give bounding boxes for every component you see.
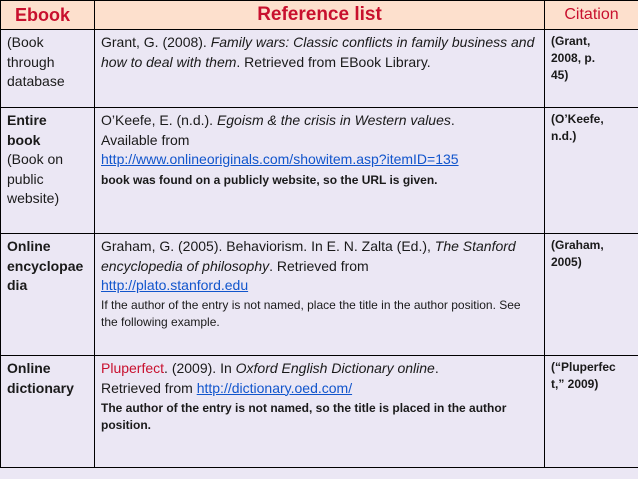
type-line: dictionary bbox=[7, 379, 74, 396]
citation-cell bbox=[545, 356, 638, 468]
citation-line: 45) bbox=[551, 68, 569, 82]
citation-line: (Grant, bbox=[551, 34, 591, 48]
reference-cell bbox=[95, 108, 545, 234]
table-row-dictionary bbox=[1, 356, 638, 468]
type-line: website) bbox=[7, 190, 60, 206]
reference-title: Oxford English Dictionary online bbox=[235, 360, 435, 376]
type-cell bbox=[1, 356, 95, 468]
reference-available: Available from bbox=[101, 131, 190, 148]
reference-tail: . Retrieved from EBook Library. bbox=[236, 53, 431, 70]
citation-cell bbox=[545, 108, 638, 234]
header-ebook: Ebook bbox=[1, 1, 95, 30]
reference-title: Family wars: Classic conflicts in family business and how to deal with them bbox=[101, 34, 535, 70]
header-reference-list: Reference list bbox=[95, 1, 545, 30]
reference-note: The author of the entry is not named, so the title is placed in the author position. bbox=[101, 401, 507, 432]
table-row-entire-book bbox=[1, 108, 638, 234]
type-line: (Book on bbox=[7, 151, 64, 167]
table-bottom-strip bbox=[0, 468, 638, 479]
table-row-encyclopaedia bbox=[1, 234, 638, 356]
type-line: Online bbox=[7, 238, 51, 254]
citation-line: (O’Keefe, bbox=[551, 112, 604, 126]
reference-author-date: Grant, G. (2008). bbox=[101, 34, 211, 50]
citation-line: (“Pluperfec bbox=[551, 360, 616, 374]
reference-title: Egoism & the crisis in Western values bbox=[216, 112, 451, 128]
reference-author-date: . (2009). In bbox=[164, 360, 236, 376]
table-header-row bbox=[1, 1, 638, 30]
type-line: through bbox=[7, 53, 55, 70]
citation-line: 2008, p. bbox=[551, 51, 596, 65]
type-cell bbox=[1, 234, 95, 356]
citation-line: 2005) bbox=[551, 255, 582, 269]
citation-cell bbox=[545, 30, 638, 108]
reference-cell bbox=[95, 30, 545, 108]
type-line: public bbox=[7, 170, 44, 187]
header-citation: Citation bbox=[545, 1, 638, 30]
reference-url-link[interactable]: http://www.onlineoriginals.com/showitem.asp?itemID=135 bbox=[101, 151, 459, 167]
reference-url-link[interactable]: http://plato.stanford.edu bbox=[101, 277, 249, 293]
citation-line: t,” 2009) bbox=[551, 377, 599, 391]
reference-author-date: O’Keefe, E. (n.d.). bbox=[101, 112, 217, 128]
reference-cell bbox=[95, 356, 545, 468]
reference-tail: . Retrieved from bbox=[269, 257, 369, 274]
citation-line: (Graham, bbox=[551, 238, 604, 252]
citation-cell bbox=[545, 234, 638, 356]
table-row-database bbox=[1, 30, 638, 108]
type-line: database bbox=[7, 73, 65, 89]
reference-entry-title: Pluperfect bbox=[101, 360, 165, 376]
citation-line: n.d.) bbox=[551, 129, 577, 143]
type-line: book bbox=[7, 131, 41, 148]
reference-cell bbox=[95, 234, 545, 356]
type-cell bbox=[1, 30, 95, 108]
reference-title: The Stanford encyclopedia of philosophy bbox=[101, 238, 516, 274]
reference-url-link[interactable]: http://dictionary.oed.com/ bbox=[196, 379, 353, 396]
type-line: (Book bbox=[7, 34, 44, 50]
type-line: Online bbox=[7, 360, 51, 376]
reference-tail: . bbox=[434, 360, 439, 376]
reference-author-date: Graham, G. (2005). Behaviorism. In E. N. Zalta (Ed.), bbox=[101, 238, 435, 254]
reference-retrieved: Retrieved from bbox=[101, 379, 197, 396]
type-line: Entire bbox=[7, 112, 47, 128]
reference-note: book was found on a publicly website, so the URL is given. bbox=[101, 172, 438, 187]
reference-note: If the author of the entry is not named, place the title in the author position. See the following example. bbox=[101, 297, 521, 329]
type-line: encyclopae bbox=[7, 257, 84, 274]
type-cell bbox=[1, 108, 95, 234]
reference-tail: . bbox=[450, 112, 455, 128]
type-line: dia bbox=[7, 277, 28, 293]
